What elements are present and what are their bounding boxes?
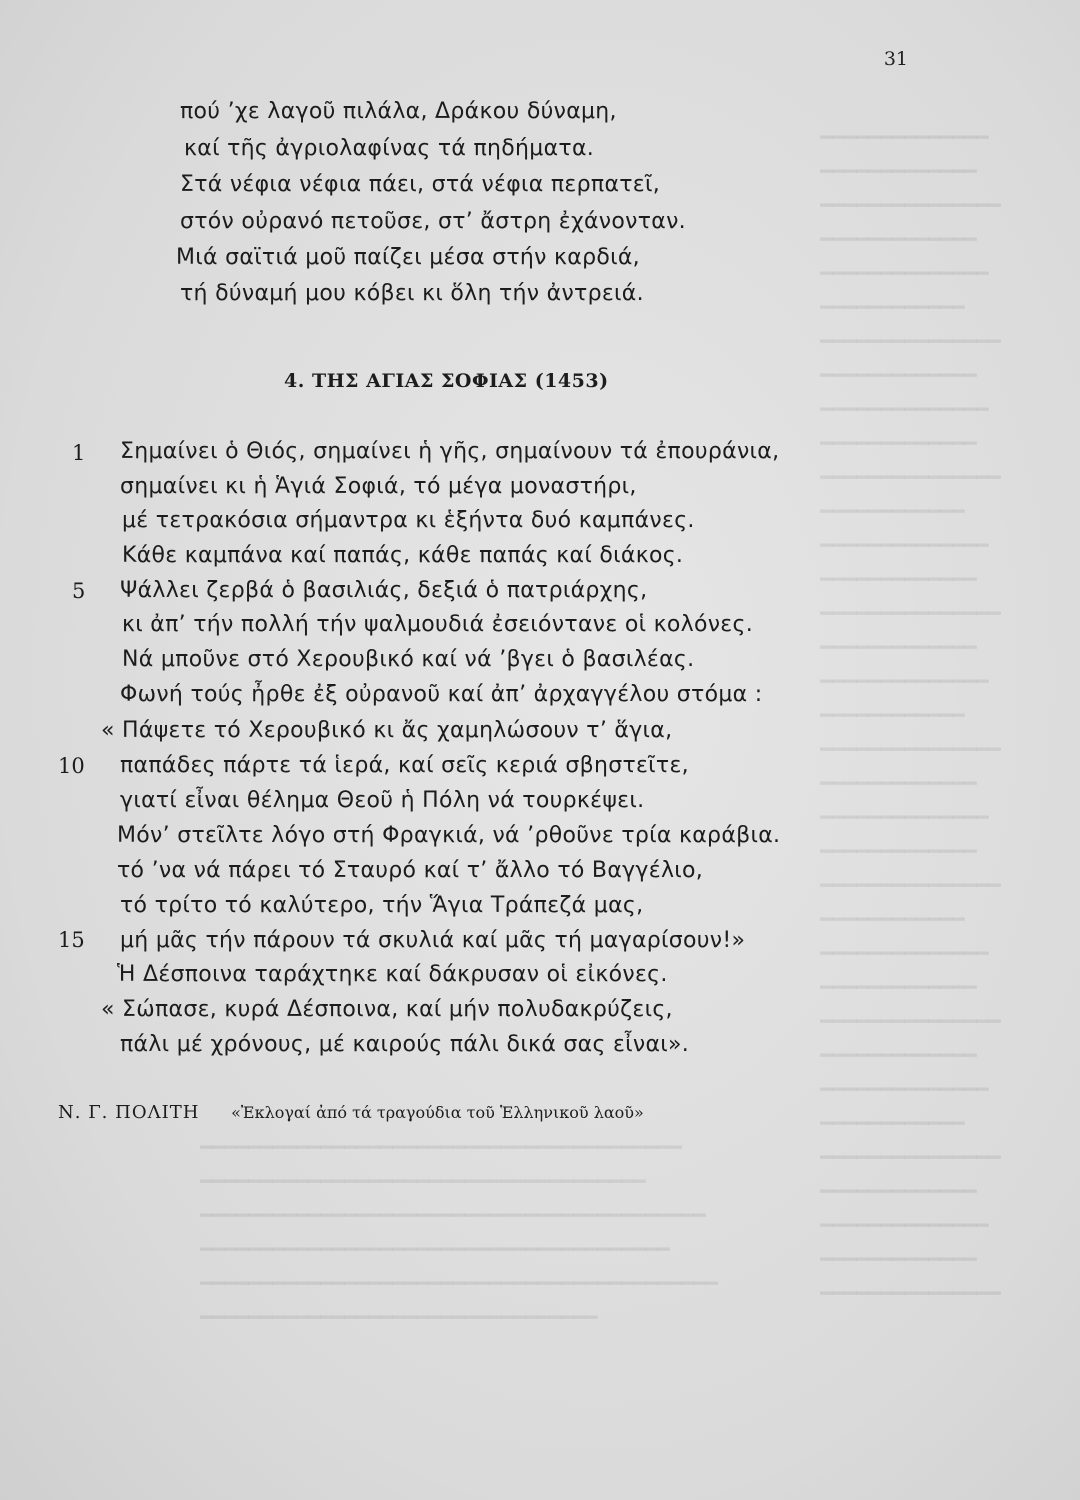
- intro-line: πού ’χε λαγοῦ πιλάλα, Δράκου δύναμη,: [180, 99, 617, 124]
- poem-line: Φωνή τούς ἦρθε ἐξ οὐρανοῦ καί ἀπ’ ἀρχαγγέλου στόμα :: [120, 682, 763, 707]
- intro-line: τή δύναμή μου κόβει κι ὅλη τήν ἀντρειά.: [180, 281, 644, 306]
- page-number: 31: [883, 48, 908, 70]
- intro-line: στόν οὐρανό πετοῦσε, στ’ ἄστρη ἐχάνονταν.: [180, 209, 686, 234]
- poem-line: μή μᾶς τήν πάρουν τά σκυλιά καί μᾶς τή μαγαρίσουν!»: [120, 928, 746, 953]
- citation-author: Ν. Γ. ΠΟΛΙΤΗ: [58, 1102, 200, 1123]
- poem-line: σημαίνει κι ἡ Ἁγιά Σοφιά, τό μέγα μοναστήρι,: [120, 474, 637, 499]
- poem-line: Ψάλλει ζερβά ὁ βασιλιάς, δεξιά ὁ πατριάρχης,: [120, 578, 648, 603]
- show-through-texture: ━━━━━━━━━━━━━━ ━━━━━━━━━━━━━ ━━━━━━━━━━━━━━━ ━━━━━━━━━━━━━ ━━━━━━━━━━━━━━ ━━━━━━━━━━━━ ━━━━━━━━━━━━━━━ ━━━━━━━━━━━━━ ━━━━━━━━━━━━━━ ━━━━━━━━━━━━━ ━━━━━━━━━━━━━━━ ━━━━━━━━━━━━ ━━━━━━━━━━━━━━ ━━━━━━━━━━━━━ ━━━━━━━━━━━━━━━ ━━━━━━━━━━━━━ ━━━━━━━━━━━━━━ ━━━━━━━━━━━━ ━━━━━━━━━━━━━━━ ━━━━━━━━━━━━━ ━━━━━━━━━━━━━━ ━━━━━━━━━━━━━ ━━━━━━━━━━━━━━━ ━━━━━━━━━━━━ ━━━━━━━━━━━━━━ ━━━━━━━━━━━━━ ━━━━━━━━━━━━━━━ ━━━━━━━━━━━━━ ━━━━━━━━━━━━━━ ━━━━━━━━━━━━ ━━━━━━━━━━━━━━━ ━━━━━━━━━━━━━ ━━━━━━━━━━━━━━ ━━━━━━━━━━━━━ ━━━━━━━━━━━━━━━: [820, 125, 1001, 1305]
- poem-line: κι ἀπ’ τήν πολλή τήν ψαλμουδιά ἐσειόντανε οἱ κολόνες.: [122, 612, 754, 637]
- poem-line: Μόν’ στεῖλτε λόγο στή Φραγκιά, νά ’ρθοῦνε τρία καράβια.: [117, 823, 781, 848]
- poem-line: παπάδες πάρτε τά ἱερά, καί σεῖς κεριά σβηστεῖτε,: [120, 753, 689, 778]
- poem-line: τό ’να νά πάρει τό Σταυρό καί τ’ ἄλλο τό Βαγγέλιο,: [117, 858, 704, 883]
- intro-line: καί τῆς ἀγριολαφίνας τά πηδήματα.: [184, 136, 595, 161]
- poem-line: τό τρίτο τό καλύτερο, τήν Ἅγια Τράπεζά μας,: [120, 893, 644, 918]
- source-citation: [58, 1102, 644, 1123]
- section-heading: 4. ΤΗΣ ΑΓΙΑΣ ΣΟΦΙΑΣ (1453): [284, 370, 609, 392]
- intro-line: Μιά σαϊτιά μοῦ παίζει μέσα στήν καρδιά,: [176, 245, 640, 270]
- line-number: 15: [58, 928, 85, 952]
- poem-line: πάλι μέ χρόνους, μέ καιρούς πάλι δικά σας εἶναι».: [120, 1032, 690, 1057]
- poem-line: Κάθε καμπάνα καί παπάς, κάθε παπάς καί διάκος.: [122, 543, 684, 568]
- poem-line: Ἡ Δέσποινα ταράχτηκε καί δάκρυσαν οἱ εἰκόνες.: [117, 962, 668, 987]
- show-through-texture-lower: ━━━━━━━━━━━━━━━━━━━━━━━━━━━━━━━━━━━━━━━━ ━━━━━━━━━━━━━━━━━━━━━━━━━━━━━━━━━━━━━ ━━━━━━━━━━━━━━━━━━━━━━━━━━━━━━━━━━━━━━━━━━ ━━━━━━━━━━━━━━━━━━━━━━━━━━━━━━━━━━━━━━━ ━━━━━━━━━━━━━━━━━━━━━━━━━━━━━━━━━━━━━━━━━━━ ━━━━━━━━━━━━━━━━━━━━━━━━━━━━━━━━━: [200, 1135, 718, 1329]
- line-number: 5: [72, 579, 86, 603]
- intro-line: Στά νέφια νέφια πάει, στά νέφια περπατεῖ,: [180, 172, 661, 197]
- poem-line: μέ τετρακόσια σήμαντρα κι ἑξήντα δυό καμπάνες.: [122, 508, 695, 533]
- poem-line: Σημαίνει ὁ Θιός, σημαίνει ἡ γῆς, σημαίνουν τά ἐπουράνια,: [120, 439, 780, 464]
- poem-line: « Σώπασε, κυρά Δέσποινα, καί μήν πολυδακρύζεις,: [101, 997, 673, 1022]
- poem-line: Νά μποῦνε στό Χερουβικό καί νά ’βγει ὁ βασιλέας.: [122, 647, 695, 672]
- line-number: 10: [58, 754, 85, 778]
- poem-line: « Πάψετε τό Χερουβικό κι ἄς χαμηλώσουν τ’ ἅγια,: [101, 718, 673, 743]
- line-number: 1: [72, 441, 86, 465]
- citation-source: «Ἐκλογαί ἀπό τά τραγούδια τοῦ Ἑλληνικοῦ λαοῦ»: [231, 1103, 644, 1122]
- poem-line: γιατί εἶναι θέλημα Θεοῦ ἡ Πόλη νά τουρκέψει.: [120, 788, 645, 813]
